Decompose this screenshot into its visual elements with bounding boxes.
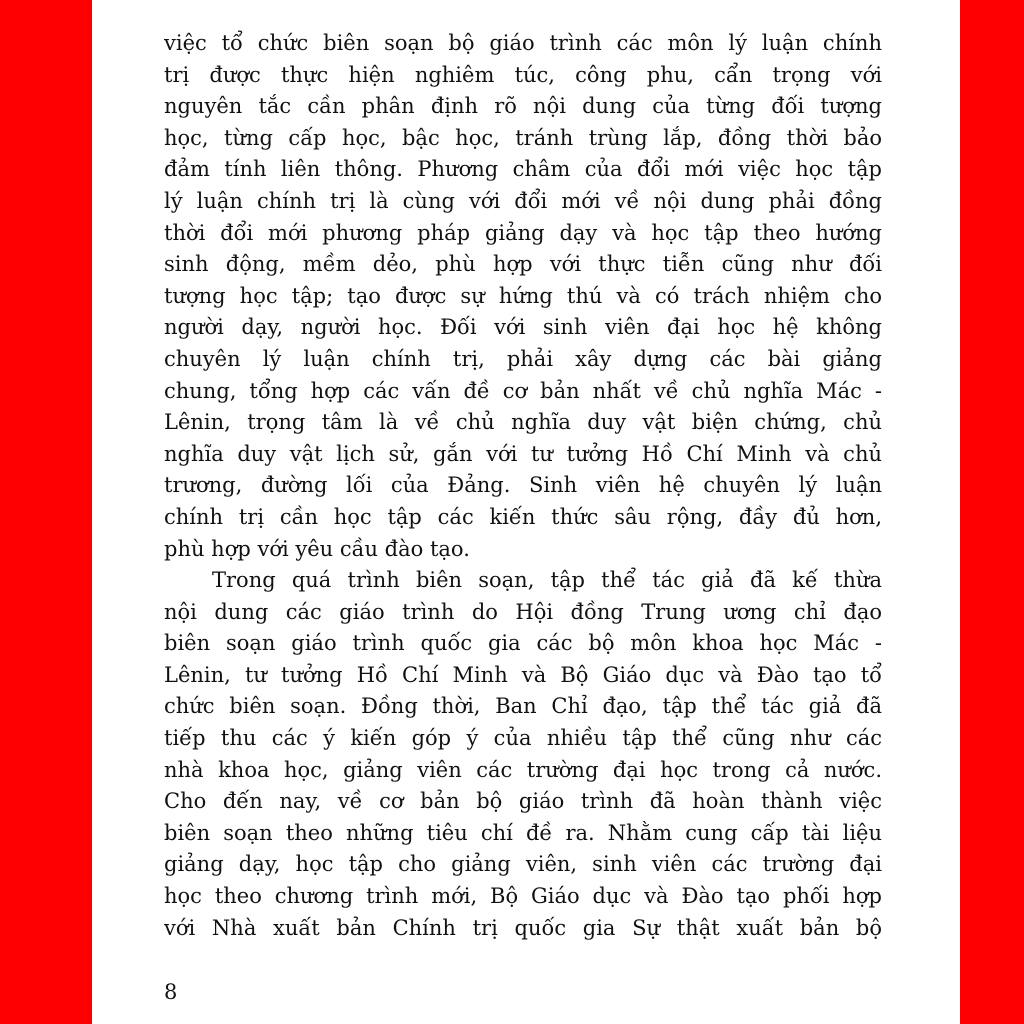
text-line: tiếp thu các ý kiến góp ý của nhiều tập thể cũng như các: [164, 726, 882, 751]
text-line: Lênin, trọng tâm là về chủ nghĩa duy vật biện chứng, chủ: [164, 410, 882, 435]
book-page: [92, 0, 960, 1024]
text-line: Cho đến nay, về cơ bản bộ giáo trình đã hoàn thành việc: [164, 789, 882, 814]
text-line: nội dung các giáo trình do Hội đồng Trung ương chỉ đạo: [164, 599, 882, 624]
text-line: lý luận chính trị là cùng với đổi mới về nội dung phải đồng: [164, 188, 882, 213]
page-number: 8: [164, 980, 178, 1004]
paragraph-2: [164, 565, 882, 944]
text-line: tượng học tập; tạo được sự hứng thú và có trách nhiệm cho: [164, 283, 882, 308]
paragraph-1: [164, 28, 882, 565]
text-line: Trong quá trình biên soạn, tập thể tác giả đã kế thừa: [212, 568, 882, 593]
text-line: chức biên soạn. Đồng thời, Ban Chỉ đạo, tập thể tác giả đã: [164, 694, 882, 719]
text-line: nhà khoa học, giảng viên các trường đại học trong cả nước.: [164, 757, 882, 782]
text-line: thời đổi mới phương pháp giảng dạy và học tập theo hướng: [164, 220, 882, 245]
text-line: chuyên lý luận chính trị, phải xây dựng các bài giảng: [164, 346, 882, 371]
right-red-border: [960, 0, 1024, 1024]
text-line: sinh động, mềm dẻo, phù hợp với thực tiễn cũng như đối: [164, 252, 882, 277]
text-line: Lênin, tư tưởng Hồ Chí Minh và Bộ Giáo dục và Đào tạo tổ: [164, 662, 882, 687]
text-line: với Nhà xuất bản Chính trị quốc gia Sự thật xuất bản bộ: [164, 915, 882, 940]
text-line: biên soạn theo những tiêu chí đề ra. Nhằm cung cấp tài liệu: [164, 820, 882, 845]
text-line: nghĩa duy vật lịch sử, gắn với tư tưởng Hồ Chí Minh và chủ: [164, 441, 882, 466]
text-line: phù hợp với yêu cầu đào tạo.: [164, 536, 470, 561]
text-line: trị được thực hiện nghiêm túc, công phu, cẩn trọng với: [164, 62, 882, 87]
text-line: việc tổ chức biên soạn bộ giáo trình các môn lý luận chính: [164, 31, 882, 55]
text-line: nguyên tắc cần phân định rõ nội dung của từng đối tượng: [164, 94, 882, 119]
text-line: chính trị cần học tập các kiến thức sâu rộng, đầy đủ hơn,: [164, 504, 882, 529]
text-line: chung, tổng hợp các vấn đề cơ bản nhất về chủ nghĩa Mác -: [164, 378, 882, 403]
left-red-border: [0, 0, 92, 1024]
text-line: trương, đường lối của Đảng. Sinh viên hệ chuyên lý luận: [164, 473, 882, 498]
text-line: biên soạn giáo trình quốc gia các bộ môn khoa học Mác -: [164, 631, 882, 656]
text-line: đảm tính liên thông. Phương châm của đổi mới việc học tập: [164, 157, 882, 182]
text-line: học theo chương trình mới, Bộ Giáo dục và Đào tạo phối hợp: [164, 884, 882, 909]
text-line: học, từng cấp học, bậc học, tránh trùng lắp, đồng thời bảo: [164, 125, 882, 150]
text-line: người dạy, người học. Đối với sinh viên đại học hệ không: [164, 315, 882, 340]
text-line: giảng dạy, học tập cho giảng viên, sinh viên các trường đại: [164, 852, 882, 877]
body-text: [164, 28, 882, 944]
